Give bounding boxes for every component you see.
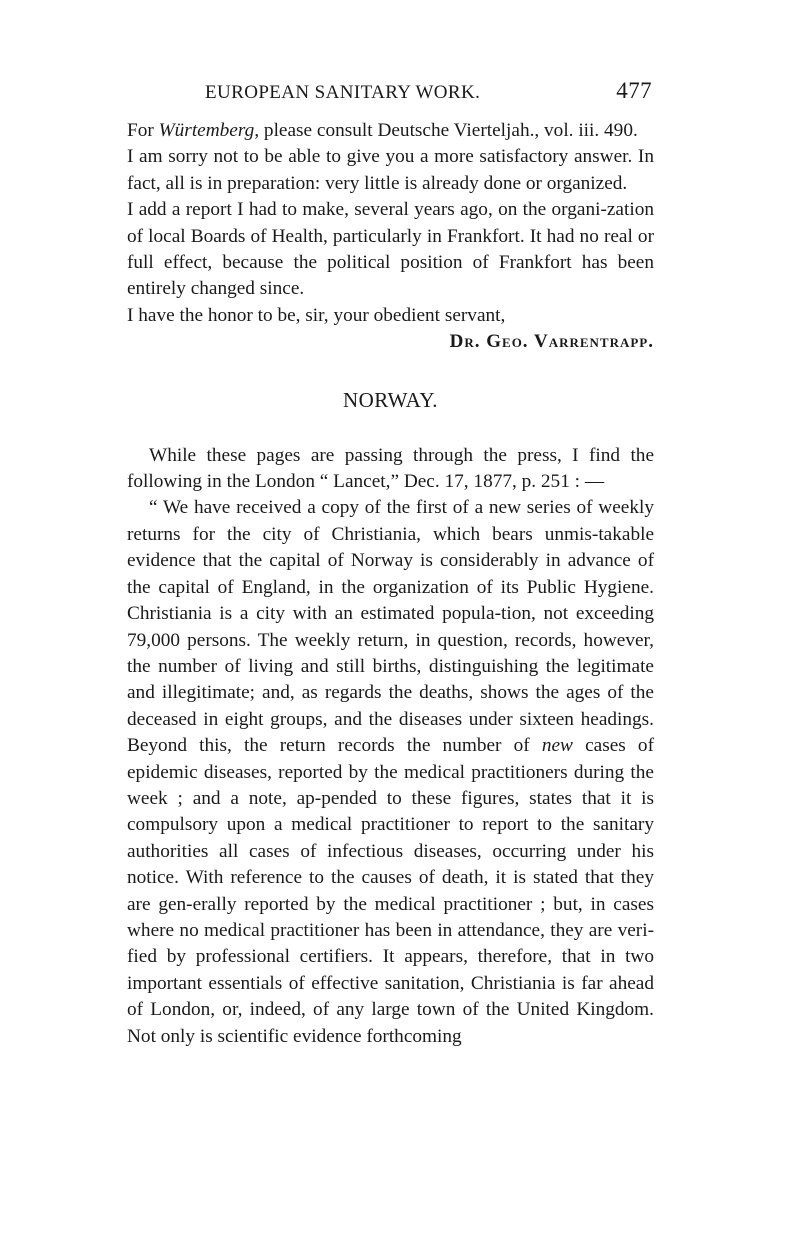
letter-closing: I have the honor to be, sir, your obedient servant, <box>127 304 506 326</box>
running-head <box>127 78 654 112</box>
italic-word-new: new <box>541 735 573 757</box>
book-page <box>127 78 654 1050</box>
letter-paragraph-apology: I am sorry not to be able to give you a more satisfactory answer. In fact, all is in preparation: very little is already done or organized. <box>127 146 654 194</box>
norway-body <box>127 443 654 1050</box>
running-title: EUROPEAN SANITARY WORK. <box>205 82 481 103</box>
letter-paragraph-wurtemberg: For Würtemberg, please consult Deutsche Vierteljah., vol. iii. 490. <box>127 120 638 141</box>
norway-paragraph-intro: While these pages are passing through the press, I find the following in the London “ Lancet,” Dec. 17, 1877, p. 251 : — <box>127 444 654 493</box>
letter-paragraph-report: I add a report I had to make, several years ago, on the organi-zation of local Boards of Health, particularly in Frankfort. It had no real or full effect, because the political position of Frankfort has been entirely changed since. <box>127 199 654 300</box>
page-number: 477 <box>616 78 652 103</box>
norway-paragraph-quote: “ We have received a copy of the first of a new series of weekly returns for the city of Christiania, which bears unmis-takable evidence that the capital of Norway is considerably in advance of the capital of England, in the organization of its Public Hygiene. Christiania is a city with an estimated popula-tion, not exceeding 79,000 persons. The weekly return, in question, records, however, the number of living and still births, distinguishing the legitimate and illegitimate; and, as regards the deaths, shows the ages of the deceased in eight groups, and the diseases under sixteen headings. Beyond this, the return records the number of new cases of epidemic diseases, reported by the medical practitioners during the week ; and a note, ap-pended to these figures, states that it is compulsory upon a medical practitioner to report to the sanitary authorities all cases of infectious diseases, occurring under his notice. With reference to the causes of death, it is stated that they are gen-erally reported by the medical practitioner ; but, in cases where no medical practitioner has been in attendance, they are veri-fied by professional certifiers. It appears, therefore, that in two important essentials of effective sanitation, Christiania is far ahead of London, or, indeed, of any large town of the United Kingdom. Not only is scientific evidence forthcoming <box>127 497 654 1047</box>
section-heading-norway: NORWAY. <box>342 387 439 412</box>
place-name-italic: Würtemberg, <box>158 120 260 141</box>
letter-signature: Dr. Geo. Varrentrapp. <box>449 331 654 353</box>
letter-body <box>127 118 654 356</box>
